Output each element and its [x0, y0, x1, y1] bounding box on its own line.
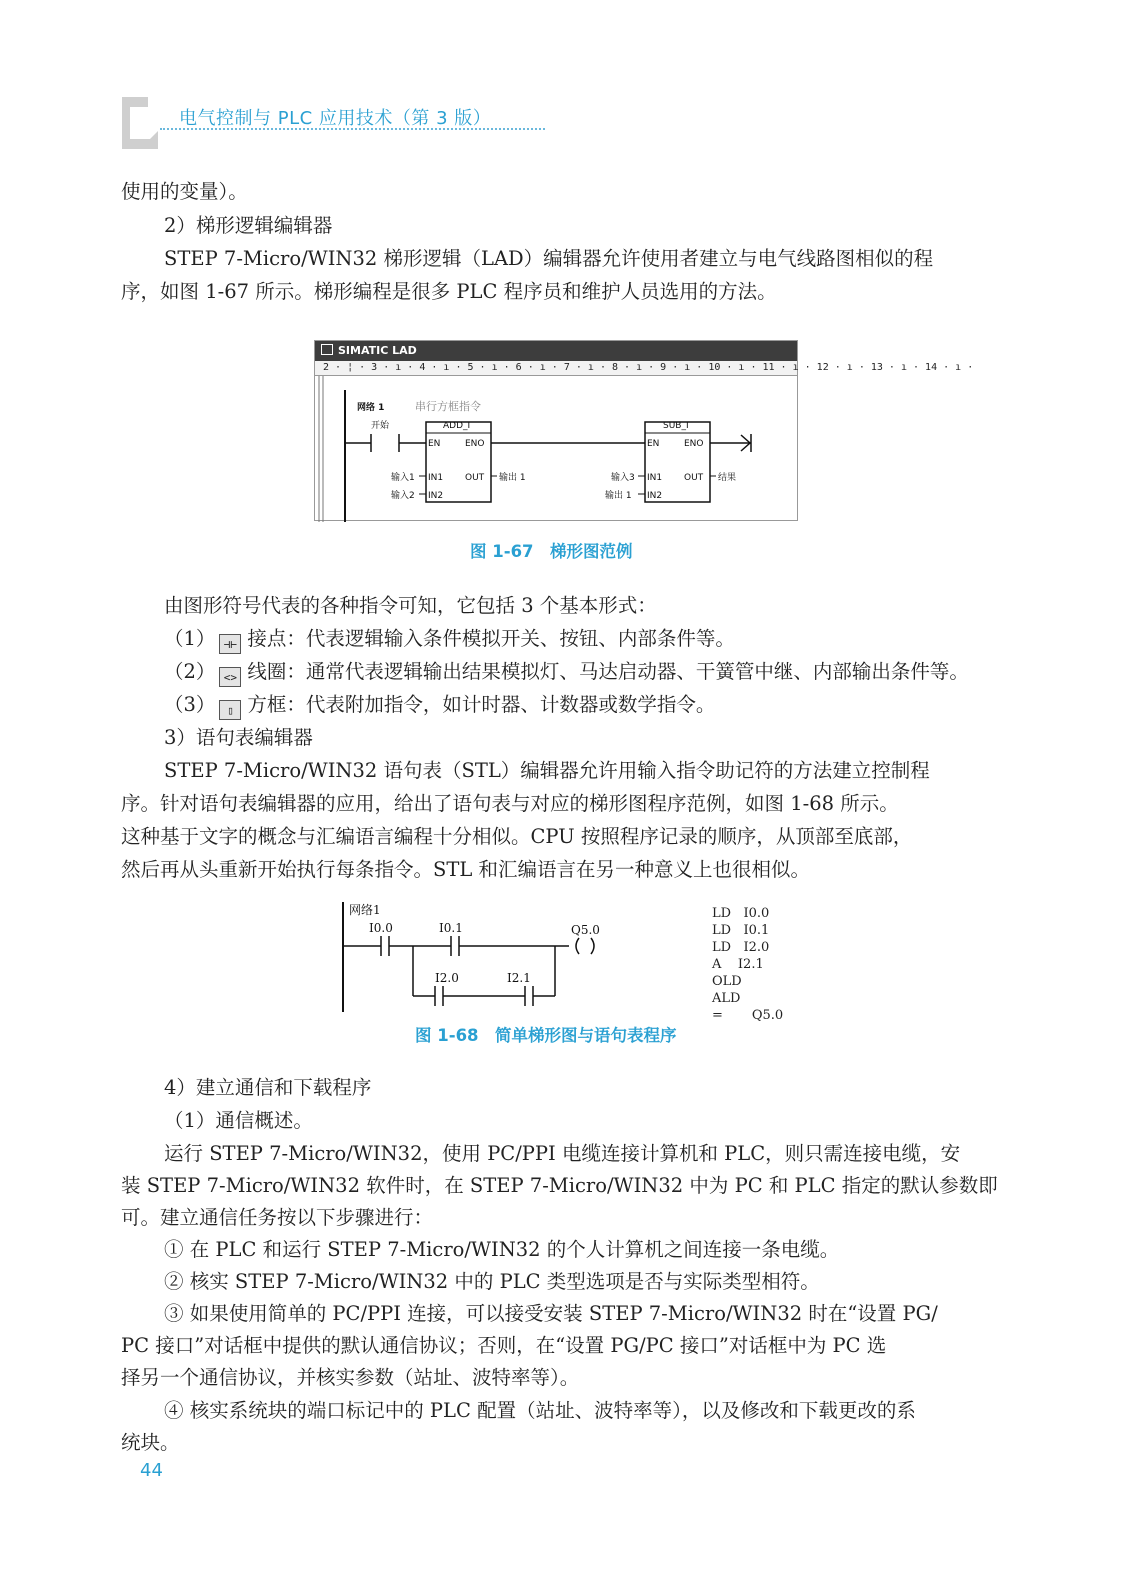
step-item: ① 在 PLC 和运行 STEP 7-Micro/WIN32 的个人计算机之间连接一条电缆。: [164, 1238, 840, 1261]
coil-icon: <>: [219, 667, 241, 687]
block2-name: SUB_I: [663, 421, 689, 431]
stl-line: LD I0.1: [712, 923, 770, 938]
svg-text:ENO: ENO: [684, 439, 704, 449]
add-i-block: [426, 422, 491, 502]
page-number: 44: [140, 1460, 163, 1481]
box-icon: ▯: [219, 700, 241, 720]
step-item: 统块。: [121, 1431, 180, 1454]
lad-window-title: SIMATIC LAD: [315, 341, 797, 361]
statement-list: [712, 905, 783, 1024]
stl-line: ALD: [712, 991, 741, 1006]
svg-text:IN2: IN2: [428, 491, 444, 501]
coil-right-arc: [591, 938, 594, 954]
figure-caption: 图 1-67 梯形图范例: [470, 542, 633, 561]
paragraph: 可。建立通信任务按以下步骤进行：: [121, 1206, 434, 1229]
figure-caption: 图 1-68 简单梯形图与语句表程序: [415, 1026, 677, 1045]
block1-name: ADD_I: [443, 421, 471, 431]
paragraph: 这种基于文字的概念与汇编语言编程十分相似。CPU 按照程序记录的顺序，从顶部至底部，: [121, 825, 913, 848]
contact-label-i0-1: I0.1: [439, 921, 463, 935]
svg-text:IN2: IN2: [647, 491, 663, 501]
coil-label: Q5.0: [571, 923, 600, 937]
step-item: 择另一个通信协议，并核实参数（站址、波特率等）。: [121, 1366, 580, 1389]
ladder-diagram-1-68: [335, 900, 635, 1018]
step-item: ③ 如果使用简单的 PC/PPI 连接，可以接受安装 STEP 7-Micro/WIN32 时在“设置 PG/: [164, 1302, 938, 1325]
svg-text:输入1: 输入1: [391, 473, 415, 483]
network-label: 网络 1: [357, 403, 385, 413]
sub-heading: （1）通信概述。: [164, 1109, 313, 1132]
svg-text:输出 1: 输出 1: [605, 491, 632, 501]
stl-line: OLD: [712, 974, 742, 989]
paragraph: 运行 STEP 7-Micro/WIN32，使用 PC/PPI 电缆连接计算机和 PLC，则只需连接电缆，安: [164, 1142, 961, 1165]
contact-label-i2-1: I2.1: [507, 971, 531, 985]
contact-label: 开始: [371, 421, 390, 431]
header-divider: [160, 128, 545, 130]
svg-text:输入3: 输入3: [611, 473, 635, 483]
lad-ruler: 2 · ¦ · 3 · ı · 4 · ı · 5 · ı · 6 · ı · 7 · ı · 8 · ı · 9 · ı · 10 · ı · 11 · ı · 12 · ı · 13 · ı · 14 · ı ·: [315, 361, 797, 376]
window-icon: [321, 344, 333, 355]
stl-line: A I2.1: [712, 957, 764, 972]
simatic-lad-screenshot: [314, 340, 974, 521]
list-item: （1） ⊣⊢ 接点：代表逻辑输入条件模拟开关、按钮、内部条件等。: [164, 623, 735, 655]
sub-i-block: [645, 422, 710, 502]
contact-label-i0-0: I0.0: [369, 921, 393, 935]
chapter-corner-mark: [122, 97, 158, 149]
paragraph: 由图形符号代表的各种指令可知，它包括 3 个基本形式：: [164, 594, 657, 617]
paragraph: 序，如图 1-67 所示。梯形编程是很多 PLC 程序员和维护人员选用的方法。: [121, 280, 777, 303]
paragraph: STEP 7-Micro/WIN32 语句表（STL）编辑器允许用输入指令助记符的方法建立控制程: [164, 759, 930, 782]
step-item: ② 核实 STEP 7-Micro/WIN32 中的 PLC 类型选项是否与实际类型相符。: [164, 1270, 820, 1293]
paragraph: STEP 7-Micro/WIN32 梯形逻辑（LAD）编辑器允许使用者建立与电气线路图相似的程: [164, 247, 934, 270]
lad-diagram: [315, 376, 799, 522]
book-title: 电气控制与 PLC 应用技术（第 3 版）: [179, 108, 492, 129]
svg-text:OUT: OUT: [465, 473, 485, 483]
step-item: PC 接口”对话框中提供的默认通信协议；否则，在“设置 PG/PC 接口”对话框中为 PC 选: [121, 1334, 887, 1357]
svg-text:EN: EN: [428, 439, 441, 449]
svg-text:IN1: IN1: [428, 473, 444, 483]
stl-line: = Q5.0: [712, 1008, 784, 1023]
paragraph: 然后再从头重新开始执行每条指令。STL 和汇编语言在另一种意义上也很相似。: [121, 858, 811, 881]
svg-text:输入2: 输入2: [391, 491, 415, 501]
paragraph: 使用的变量）。: [121, 180, 248, 203]
network-label: 网络1: [349, 903, 381, 917]
paragraph: 装 STEP 7-Micro/WIN32 软件时，在 STEP 7-Micro/WIN32 中为 PC 和 PLC 指定的默认参数即: [121, 1174, 998, 1197]
section-heading: 3）语句表编辑器: [164, 726, 313, 749]
section-heading: 2）梯形逻辑编辑器: [164, 214, 333, 237]
svg-text:ENO: ENO: [465, 439, 485, 449]
contact-label-i2-0: I2.0: [435, 971, 459, 985]
svg-text:IN1: IN1: [647, 473, 663, 483]
svg-text:输出 1: 输出 1: [499, 473, 526, 483]
step-item: ④ 核实系统块的端口标记中的 PLC 配置（站址、波特率等），以及修改和下载更改的系: [164, 1399, 916, 1422]
section-heading: 4）建立通信和下载程序: [164, 1076, 372, 1099]
list-item: （3） ▯ 方框：代表附加指令，如计时器、计数器或数学指令。: [164, 689, 715, 721]
paragraph: 序。针对语句表编辑器的应用，给出了语句表与对应的梯形图程序范例，如图 1-68 所示。: [121, 792, 899, 815]
coil-left-arc: [576, 938, 579, 954]
network-comment: 串行方框指令: [415, 400, 481, 413]
svg-text:结果: 结果: [718, 473, 737, 483]
contact-icon: ⊣⊢: [219, 634, 241, 654]
stl-line: LD I0.0: [712, 906, 770, 921]
list-item: （2） <> 线圈：通常代表逻辑输出结果模拟灯、马达启动器、干簧管中继、内部输出条件等。: [164, 656, 969, 688]
svg-text:EN: EN: [647, 439, 660, 449]
stl-line: LD I2.0: [712, 940, 770, 955]
svg-text:OUT: OUT: [684, 473, 704, 483]
